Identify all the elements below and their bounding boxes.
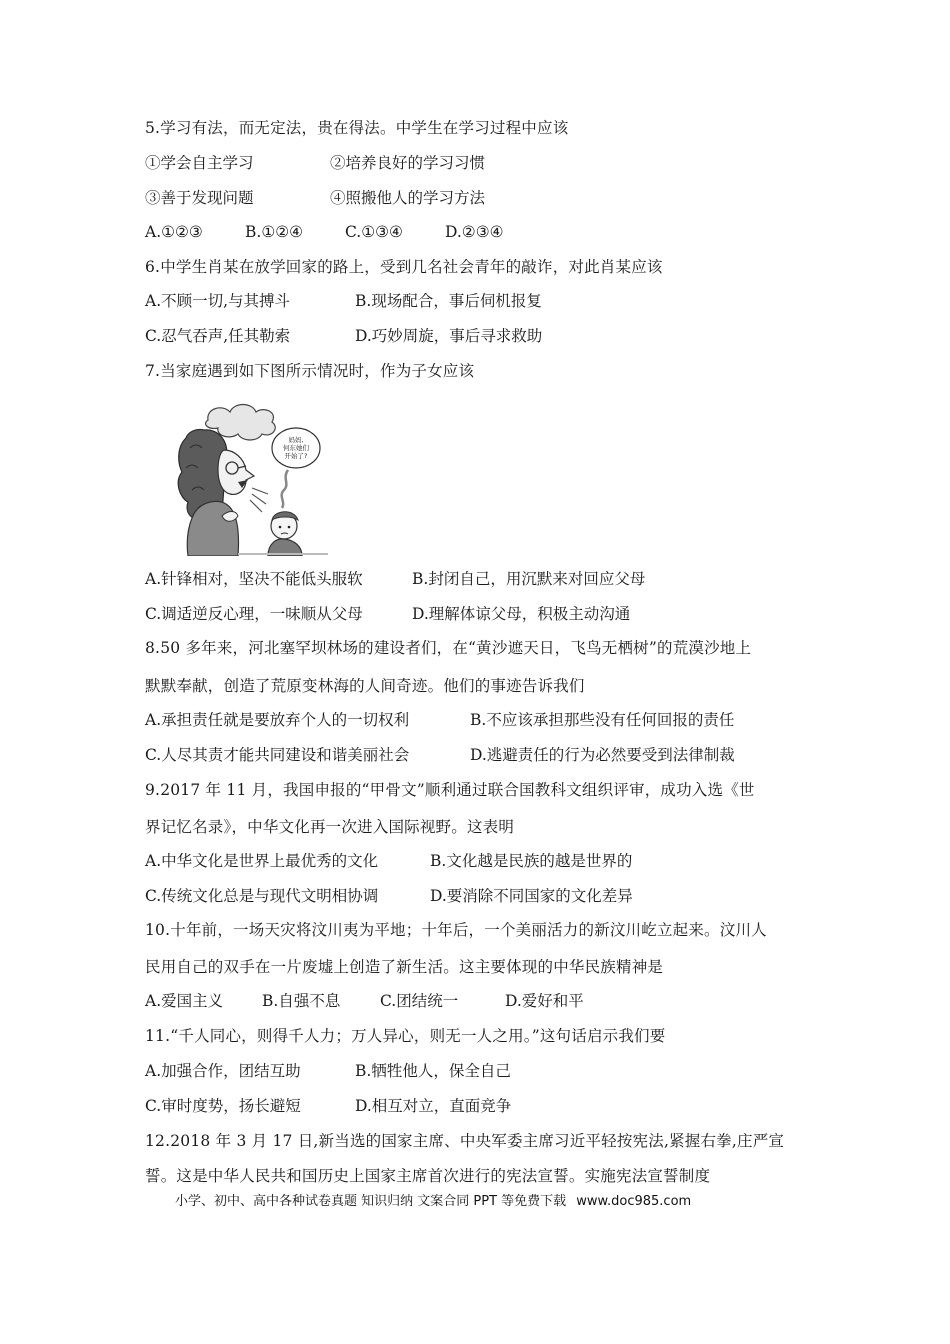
- q10-option-b: B.自强不息: [262, 992, 341, 1010]
- q10-stem-line1: 10.十年前，一场天灾将汶川夷为平地；十年后，一个美丽活力的新汶川屹立起来。汶川人: [145, 921, 767, 939]
- q7-stem: 7.当家庭遇到如下图所示情况时，作为子女应该: [145, 362, 475, 380]
- q8-option-a: A.承担责任就是要放弃个人的一切权利: [145, 711, 410, 729]
- q9-stem-line2: 界记忆名录》，中华文化再一次进入国际视野。这表明: [145, 818, 515, 836]
- q12-stem-line1: 12.2018 年 3 月 17 日,新当选的国家主席、中央军委主席习近平轻按宪法,紧握右拳,庄严宣: [145, 1132, 785, 1150]
- q9-stem-line1: 9.2017 年 11 月，我国申报的“甲骨文”顺利通过联合国教科文组织评审，成功入选《世: [145, 781, 755, 799]
- q6-stem: 6.中学生肖某在放学回家的路上，受到几名社会青年的敲诈，对此肖某应该: [145, 258, 663, 276]
- page-footer: [175, 1190, 691, 1209]
- q10-option-c: C.团结统一: [380, 992, 459, 1010]
- family-conflict-cartoon: [168, 398, 328, 556]
- q8-stem-line1: 8.50 多年来，河北塞罕坝林场的建设者们，在“黄沙遮天日，飞鸟无栖树”的荒漠沙地上: [145, 639, 752, 657]
- q5-option-a: A.①②③: [145, 223, 203, 241]
- q7-option-d: D.理解体谅父母，积极主动沟通: [412, 605, 631, 623]
- q5-option-b: B.①②④: [245, 223, 304, 241]
- q5-item-1: ①学会自主学习: [145, 154, 254, 172]
- q9-option-b: B.文化越是民族的越是世界的: [430, 852, 633, 870]
- q7-option-b: B.封闭自己，用沉默来对回应父母: [412, 570, 646, 588]
- q6-option-a: A.不顾一切,与其搏斗: [145, 292, 291, 310]
- q6-option-c: C.忍气吞声,任其勒索: [145, 327, 291, 345]
- q5-item-4: ④照搬他人的学习方法: [330, 189, 486, 207]
- q11-option-a: A.加强合作，团结互助: [145, 1062, 301, 1080]
- q8-option-b: B.不应该承担那些没有任何回报的责任: [470, 711, 735, 729]
- q8-option-d: D.逃避责任的行为必然要受到法律制裁: [470, 746, 735, 764]
- q9-option-d: D.要消除不同国家的文化差异: [430, 887, 633, 905]
- q9-option-a: A.中华文化是世界上最优秀的文化: [145, 852, 379, 870]
- q11-option-c: C.审时度势，扬长避短: [145, 1097, 301, 1115]
- q5-item-2: ②培养良好的学习习惯: [330, 154, 486, 172]
- footer-text: 小学、初中、高中各种试卷真题 知识归纳 文案合同 PPT 等免费下载: [175, 1194, 567, 1209]
- q10-option-d: D.爱好和平: [505, 992, 584, 1010]
- q11-option-d: D.相互对立，直面竞争: [355, 1097, 512, 1115]
- q5-stem: 5.学习有法，而无定法，贵在得法。中学生在学习过程中应该: [145, 119, 569, 137]
- footer-site-link[interactable]: www.doc985.com: [576, 1194, 692, 1209]
- svg-text:何东她们: 何东她们: [283, 444, 309, 452]
- svg-text:妈妈,: 妈妈,: [288, 436, 304, 444]
- q6-option-d: D.巧妙周旋，事后寻求救助: [355, 327, 543, 345]
- q6-option-b: B.现场配合，事后伺机报复: [355, 292, 542, 310]
- q9-option-c: C.传统文化总是与现代文明相协调: [145, 887, 379, 905]
- q8-stem-line2: 默默奉献，创造了荒原变林海的人间奇迹。他们的事迹告诉我们: [145, 677, 585, 695]
- q11-option-b: B.牺牲他人，保全自己: [355, 1062, 511, 1080]
- q10-stem-line2: 民用自己的双手在一片废墟上创造了新生活。这主要体现的中华民族精神是: [145, 958, 664, 976]
- q7-option-c: C.调适逆反心理，一味顺从父母: [145, 605, 363, 623]
- q12-stem-line2: 誓。这是中华人民共和国历史上国家主席首次进行的宪法宣誓。实施宪法宣誓制度: [145, 1167, 711, 1185]
- q5-option-d: D.②③④: [445, 223, 504, 241]
- q7-option-a: A.针锋相对，坚决不能低头服软: [145, 570, 363, 588]
- q8-option-c: C.人尽其责才能共同建设和谐美丽社会: [145, 746, 410, 764]
- q10-option-a: A.爱国主义: [145, 992, 224, 1010]
- q11-stem: 11.“千人同心，则得千人力；万人异心，则无一人之用。”这句话启示我们要: [145, 1027, 666, 1045]
- q5-option-c: C.①③④: [345, 223, 403, 241]
- q5-item-3: ③善于发现问题: [145, 189, 254, 207]
- svg-text:开始了?: 开始了?: [284, 452, 308, 460]
